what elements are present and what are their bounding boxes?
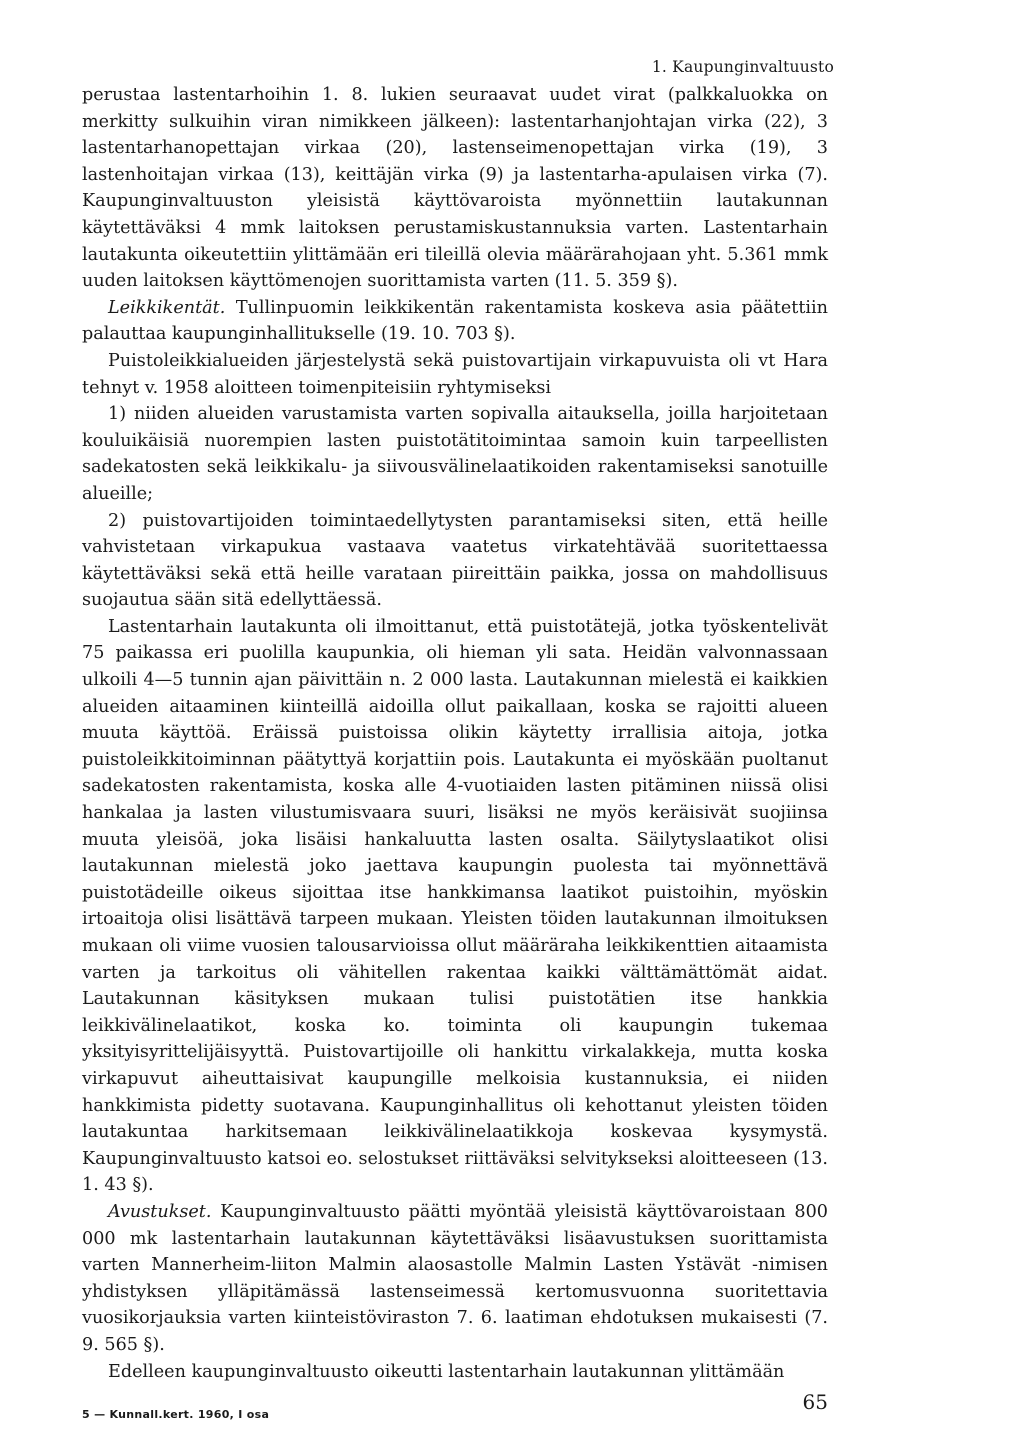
list-item-1: 1) niiden alueiden varustamista varten sopivalla aitauksella, joilla harjoitetaan kouluikäisiä nuorempien lasten puistotätitoimintaa samoin kuin tarpeellisten sadekatosten sekä leikkikalu- ja siivousvälinelaatikoiden rakentamiseksi sanotuille alueille;	[82, 404, 828, 504]
body-text	[82, 82, 828, 1385]
paragraph-3: Puistoleikkialueiden järjestelystä sekä puistovartijain virkapuvuista oli vt Hara tehnyt v. 1958 aloitteen toimenpiteisiin ryhtymiseksi	[82, 350, 828, 398]
section-lead-avustukset: Avustukset.	[108, 1201, 212, 1222]
section-lead-leikkikentat: Leikkikentät.	[108, 297, 226, 318]
printer-signature: 5 — Kunnall.kert. 1960, I osa	[82, 1408, 270, 1421]
paragraph-2	[82, 295, 828, 348]
paragraph-7-text: Kaupunginvaltuusto päätti myöntää yleisistä käyttövaroistaan 800 000 mk lastentarhain lautakunnan käytettäväksi lisäavustuksen suorittamista varten Mannerheim-liiton Malmin alaosastolle Malmin Lasten Ystävät -nimisen yhdistyksen ylläpitämässä lastenseimessä kertomusvuonna suoritettavia vuosikorjauksia varten kiinteistöviraston 7. 6. laatiman ehdotuksen mukaisesti (7. 9. 565 §).	[82, 1201, 828, 1355]
page-number: 65	[802, 1390, 828, 1414]
list-item-2: 2) puistovartijoiden toimintaedellytysten parantamiseksi siten, että heille vahvistetaan virkapukua vastaava vaatetus virkatehtävää suoritettaessa käytettäväksi sekä että heille varataan piireittäin paikka, jossa on mahdollisuus suojautua sään sitä edellyttäessä.	[82, 510, 828, 611]
paragraph-1: perustaa lastentarhoihin 1. 8. lukien seuraavat uudet virat (palkkaluokka on merkitty sulkuihin viran nimikkeen jälkeen): lastentarhanjohtajan virka (22), 3 lastentarhanopettajan virkaa (20), lastenseimenopettajan virka (19), 3 lastenhoitajan virkaa (13), keittäjän virka (9) ja lastentarha-apulaisen virka (7). Kaupunginvaltuuston yleisistä käyttövaroista myönnettiin lautakunnan käytettäväksi 4 mmk laitoksen perustamiskustannuksia varten. Lastentarhain lautakunta oikeutettiin ylittämään eri tileillä olevia määrärahojaan yht. 5.361 mmk uuden laitoksen käyttömenojen suorittamista varten (11. 5. 359 §).	[82, 85, 828, 292]
paragraph-8: Edelleen kaupunginvaltuusto oikeutti lastentarhain lautakunnan ylittämään	[108, 1361, 785, 1382]
paragraph-2-text: Tullinpuomin leikkikentän rakentamista koskeva asia päätettiin palauttaa kaupunginhallitukselle (19. 10. 703 §).	[82, 297, 828, 345]
running-header: 1. Kaupunginvaltuusto	[651, 58, 834, 76]
paragraph-7	[82, 1199, 828, 1359]
paragraph-6: Lastentarhain lautakunta oli ilmoittanut, että puistotätejä, jotka työskentelivät 75 paikassa eri puolilla kaupunkia, oli hieman yli sata. Heidän valvonnassaan ulkoili 4—5 tunnin ajan päivittäin n. 2 000 lasta. Lautakunnan mielestä ei kaikkien alueiden aitaaminen kiinteillä aidoilla ollut paikallaan, koska se rajoitti alueen muuta käyttöä. Eräissä puistoissa olikin käytetty irrallisia aitoja, jotka puistoleikkitoiminnan päätyttyä korjattiin pois. Lautakunta ei myöskään puoltanut sadekatosten rakentamista, koska alle 4-vuotiaiden lasten pitäminen niissä olisi hankalaa ja lasten vilustumisvaara suuri, lisäksi ne myös keräisivät suojiinsa muuta yleisöä, joka lisäisi hankaluutta lasten osalta. Säilytyslaatikot olisi lautakunnan mielestä joko jaettava kaupungin puolesta tai myönnettävä puistotädeille oikeus sijoittaa itse hankkimansa laatikot puistoihin, myöskin irtoaitoja olisi lisättävä tarpeen mukaan. Yleisten töiden lautakunnan ilmoituksen mukaan oli viime vuosien talousarvioissa ollut määräraha leikkikenttien aitaamista varten ja tarkoitus oli vähitellen rakentaa kaikki välttämättömät aidat. Lautakunnan käsityksen mukaan tulisi puistotätien itse hankkia leikkivälinelaatikot, koska ko. toiminta oli kaupungin tukemaa yksityisyrittelijäisyyttä. Puistovartijoille oli hankittu virkalakkeja, mutta koska virkapuvut aiheuttaisivat kaupungille melkoisia kustannuksia, ei niiden hankkimista pidetty suotavana. Kaupunginhallitus oli kehottanut yleisten töiden lautakuntaa harkitsemaan leikkivälinelaatikkoja koskevaa kysymystä. Kaupunginvaltuusto katsoi eo. selostukset riittäväksi selvitykseksi aloitteeseen (13. 1. 43 §).	[82, 616, 828, 1196]
